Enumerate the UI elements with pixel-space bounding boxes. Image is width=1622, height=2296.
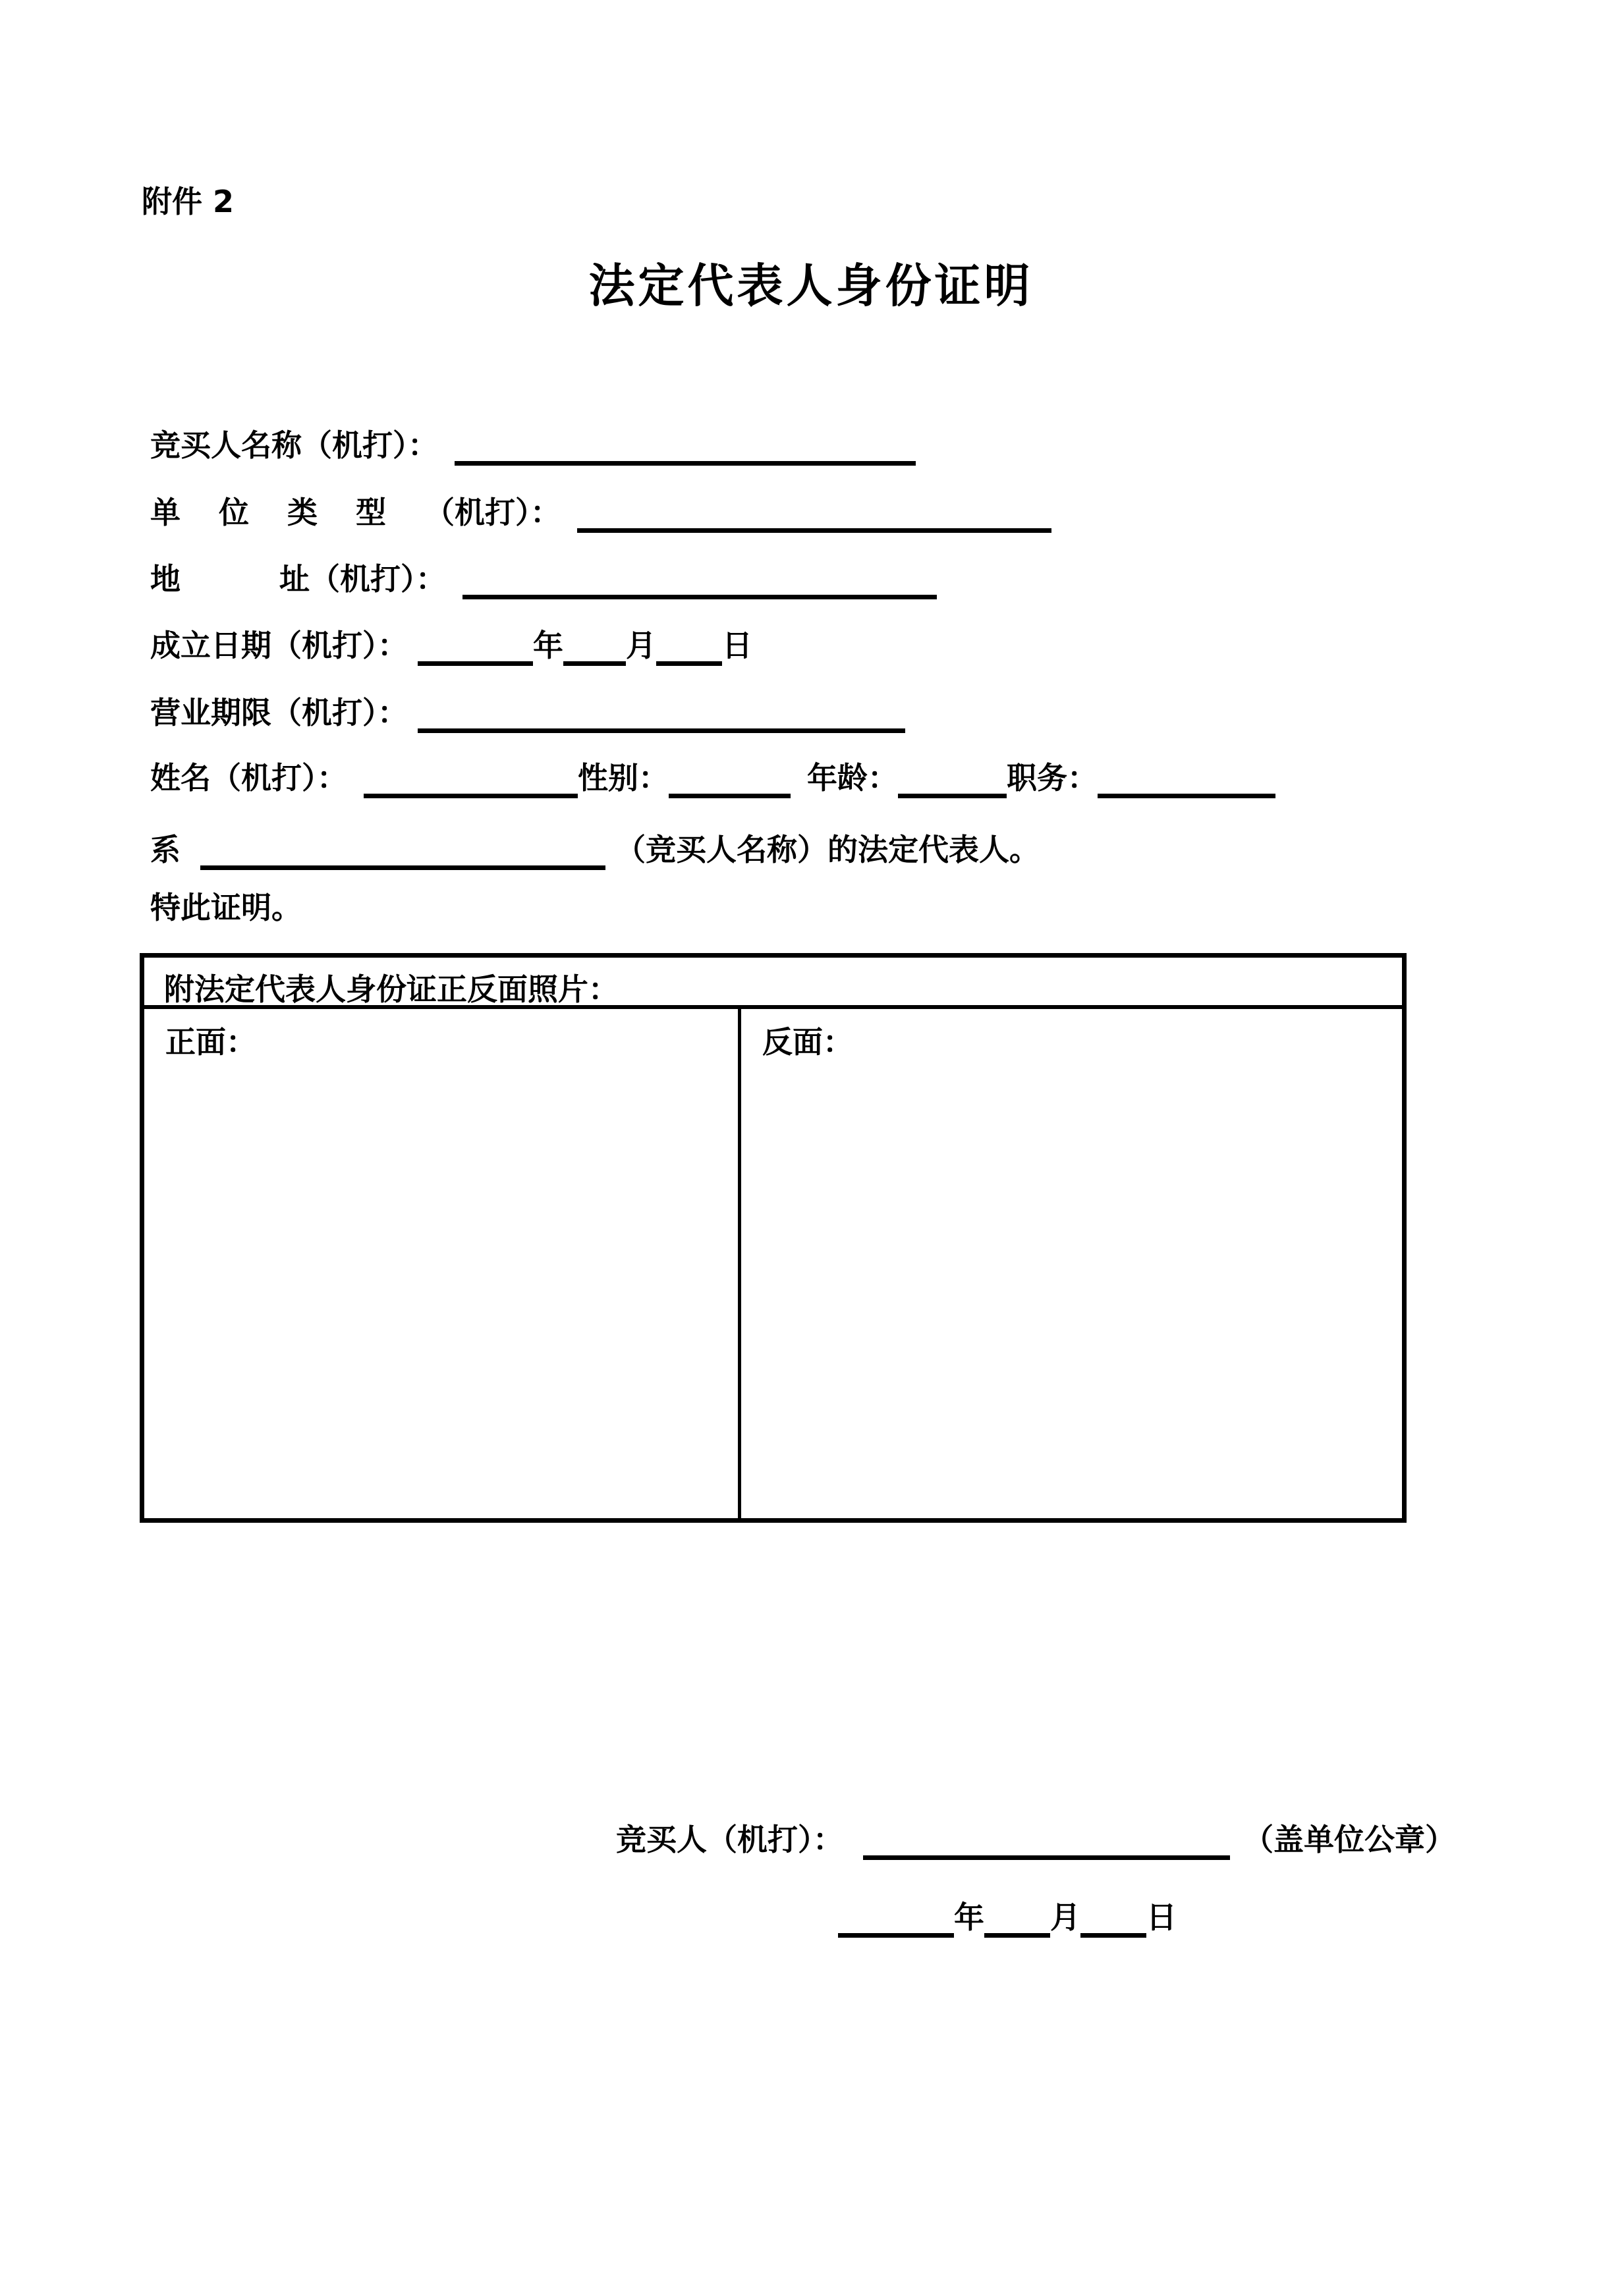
position-label: 职务： — [1007, 760, 1098, 796]
field-row-bidder-name — [150, 425, 916, 466]
photo-back-cell — [741, 1009, 1402, 1518]
establish-month-label: 月 — [626, 628, 656, 663]
date-day-blank-line — [1080, 1897, 1146, 1938]
unit-type-blank-line — [577, 492, 1051, 533]
establish-date-label: 成立日期（机打）： — [150, 628, 408, 663]
address-label-rest: 址（机打）： — [279, 561, 446, 597]
date-day-label: 日 — [1146, 1900, 1177, 1935]
company-name-blank-line — [200, 829, 605, 870]
signature-blank-line — [863, 1819, 1230, 1860]
photo-box-header: 附法定代表人身份证正反面照片： — [144, 958, 1402, 1009]
field-row-business-term — [150, 692, 905, 733]
address-label-first: 地 — [150, 561, 181, 597]
establish-day-label: 日 — [722, 628, 752, 663]
establish-day-blank-line — [656, 625, 722, 666]
age-blank-line — [898, 757, 1007, 798]
legal-rep-suffix: （竞买人名称）的法定代表人。 — [615, 832, 1040, 867]
name-label: 姓名（机打）： — [150, 760, 347, 796]
is-label: 系 — [150, 832, 181, 867]
signature-row — [616, 1819, 1455, 1860]
establish-year-blank-line — [418, 625, 533, 666]
gender-label: 性别： — [578, 760, 669, 796]
id-photo-box — [140, 953, 1407, 1523]
position-blank-line — [1098, 757, 1275, 798]
date-month-label: 月 — [1050, 1900, 1080, 1935]
photo-front-cell — [144, 1009, 741, 1518]
date-month-blank-line — [984, 1897, 1050, 1938]
hereby-text: 特此证明。 — [150, 890, 302, 925]
photo-box-columns — [144, 1009, 1402, 1518]
field-row-legal-rep-statement — [150, 829, 1040, 870]
photo-back-label: 反面： — [762, 1024, 853, 1060]
field-row-establish-date — [150, 625, 752, 666]
field-row-person-info — [150, 757, 1275, 798]
establish-year-label: 年 — [533, 628, 563, 663]
photo-front-label: 正面： — [165, 1024, 256, 1060]
unit-type-label-suffix: （机打）： — [424, 495, 561, 530]
business-term-blank-line — [418, 692, 905, 733]
attachment-label: 附件 2 — [142, 184, 235, 219]
gender-blank-line — [669, 757, 791, 798]
bidder-name-blank-line — [455, 425, 916, 466]
name-blank-line — [364, 757, 578, 798]
date-row — [838, 1897, 1177, 1938]
page-title: 法定代表人身份证明 — [588, 259, 1034, 313]
business-term-label: 营业期限（机打）： — [150, 695, 408, 730]
address-label-gap — [181, 583, 279, 589]
hereby-certify-line — [150, 887, 302, 928]
seal-note: （盖单位公章） — [1243, 1822, 1455, 1857]
date-year-label: 年 — [954, 1900, 984, 1935]
establish-month-blank-line — [563, 625, 626, 666]
address-blank-line — [462, 559, 937, 599]
bidder-name-label: 竞买人名称（机打）： — [150, 427, 438, 463]
signature-bidder-label: 竞买人（机打）： — [616, 1822, 843, 1857]
field-row-unit-type — [150, 492, 1051, 533]
unit-type-label: 单位类型 — [150, 495, 424, 530]
date-year-blank-line — [838, 1897, 954, 1938]
person-row-gap — [791, 782, 807, 788]
field-row-address — [150, 559, 937, 599]
age-label: 年龄： — [807, 760, 898, 796]
